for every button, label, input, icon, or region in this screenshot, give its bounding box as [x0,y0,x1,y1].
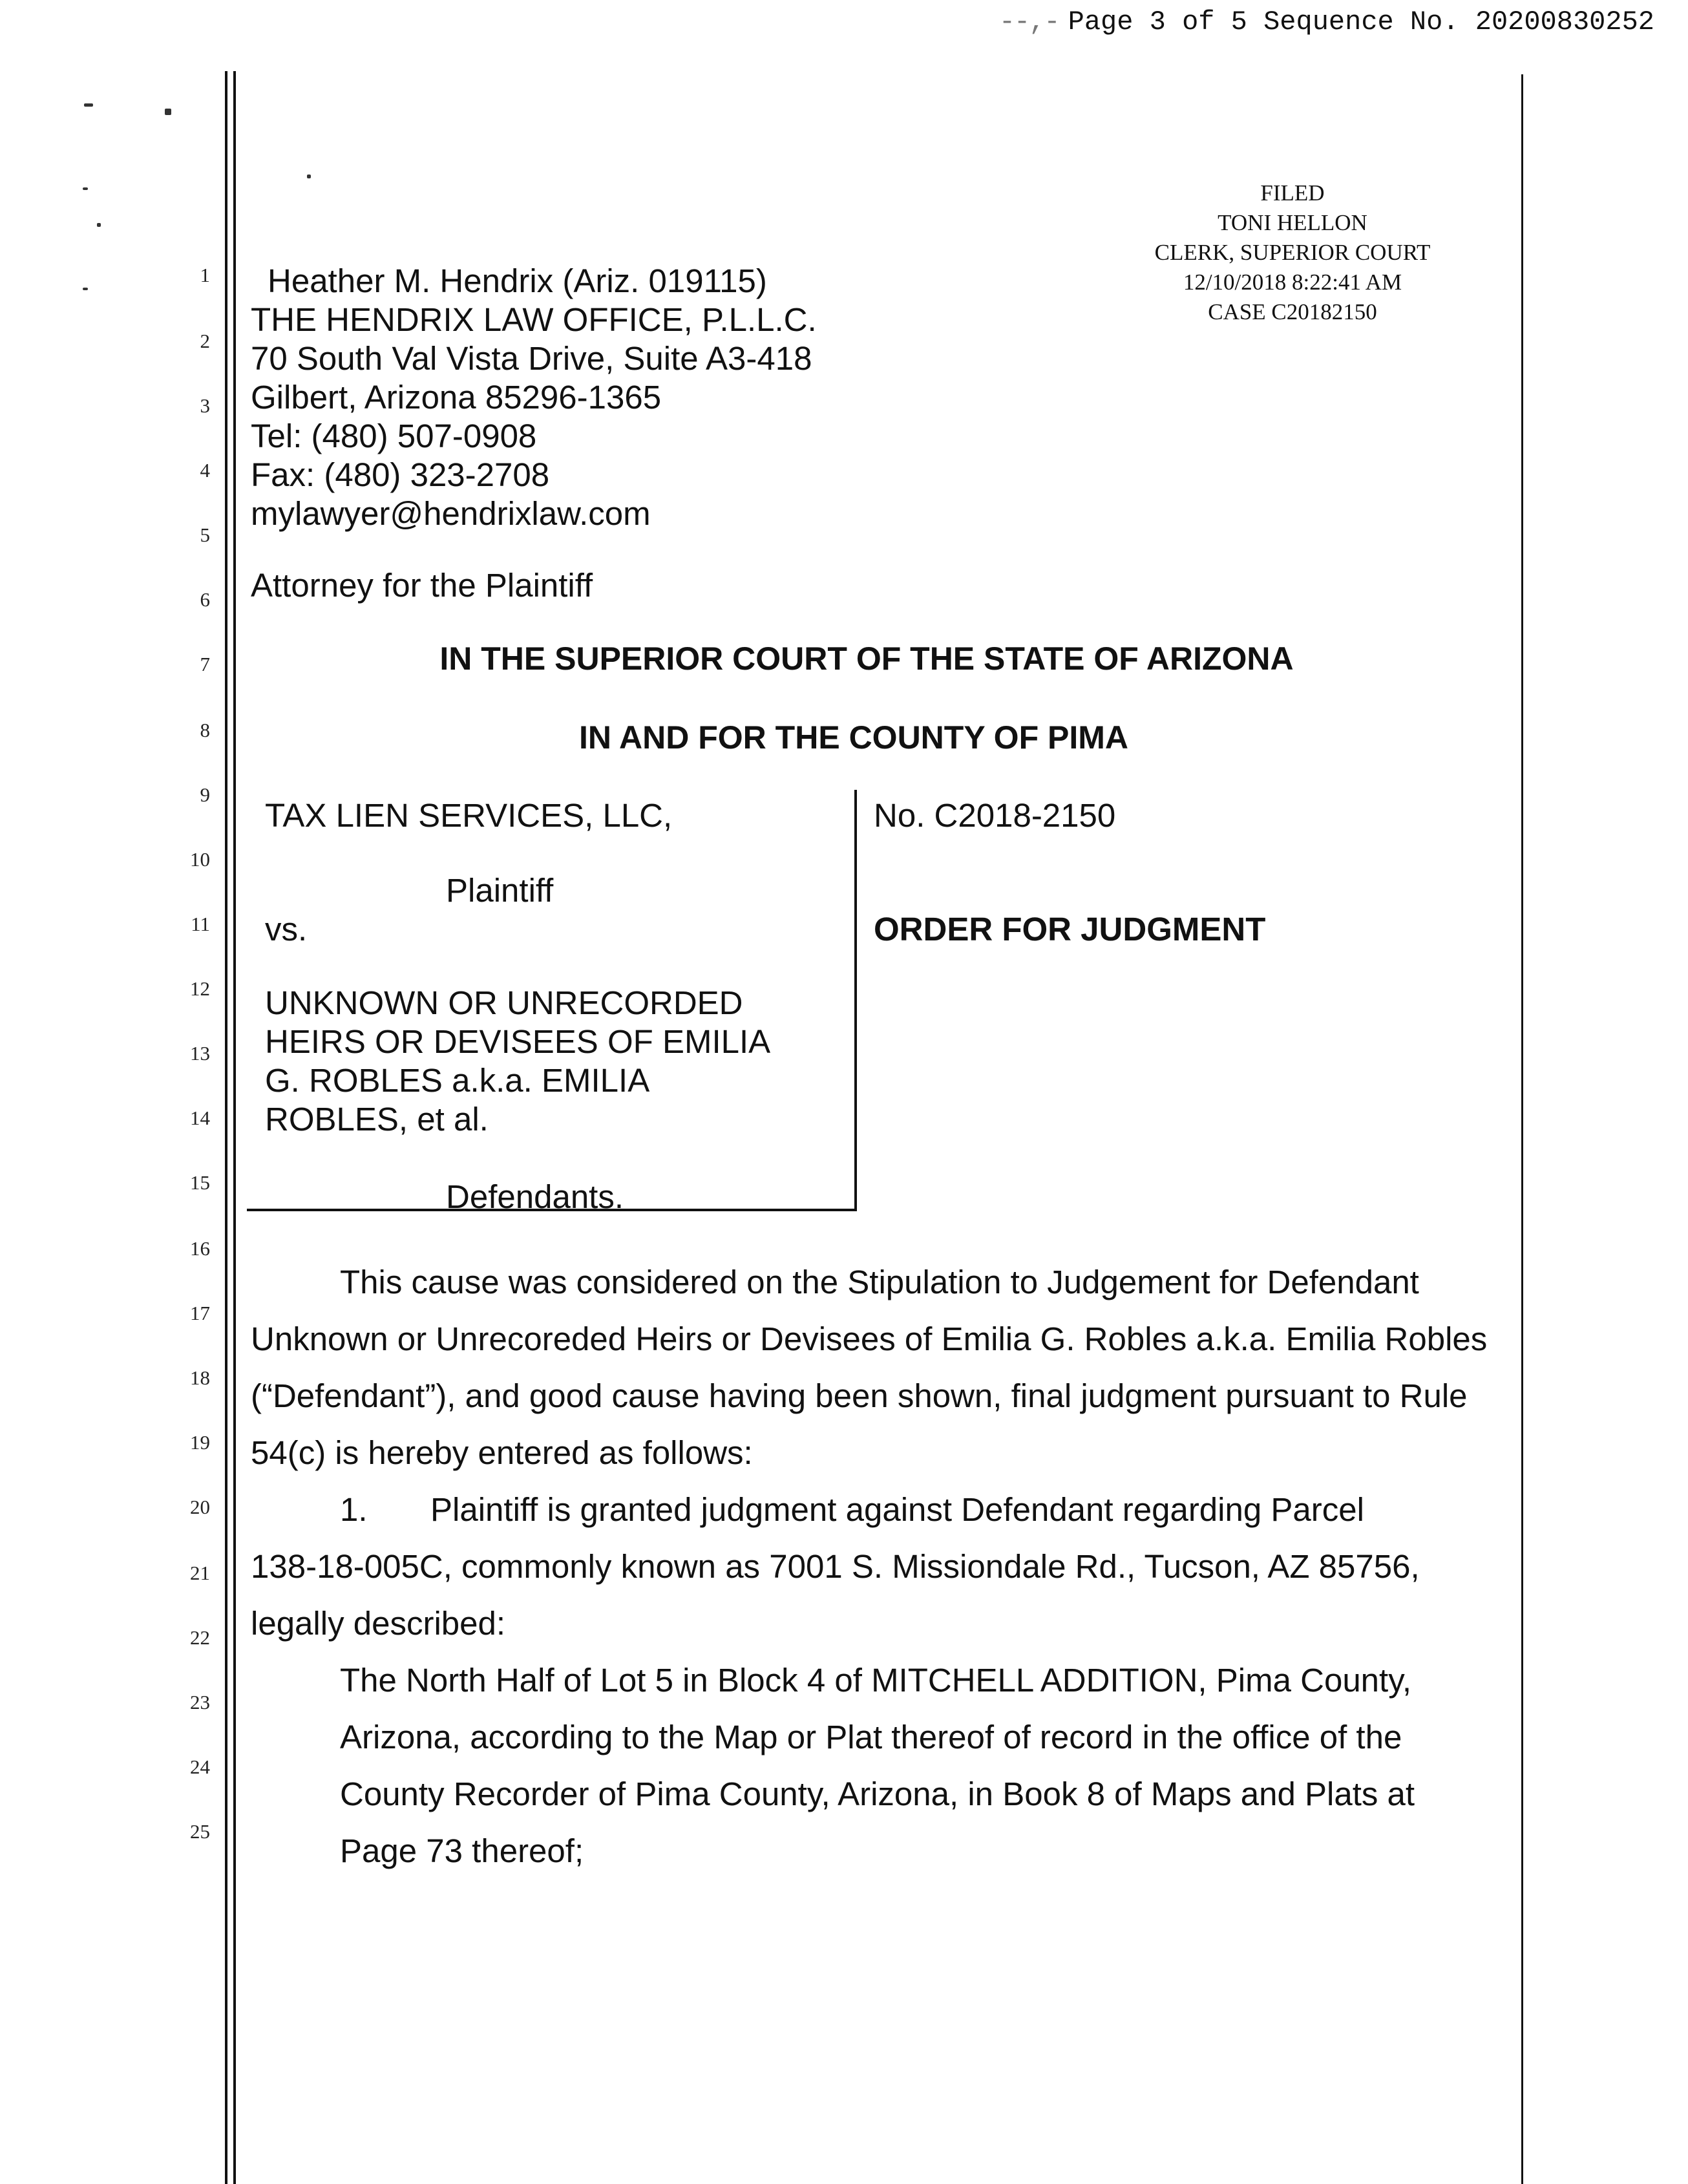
item-number: 1. [340,1491,368,1528]
line-number: 10 [190,848,210,871]
defendant-line: G. ROBLES a.k.a. EMILIA [265,1062,650,1099]
line-number: 13 [190,1042,210,1065]
line-number: 16 [190,1237,210,1260]
body-line: This cause was considered on the Stipulation to Judgement for Defendant [340,1264,1419,1300]
scan-speck [307,175,311,178]
body-line: Unknown or Unrecoreded Heirs or Devisees of Emilia G. Robles a.k.a. Emilia Robles [251,1320,1488,1357]
scan-speck [97,223,101,227]
caption-defendant [265,984,770,1139]
defendant-line: ROBLES, et al. [265,1101,489,1138]
document-title: ORDER FOR JUDGMENT [874,911,1266,948]
left-margin-rule-inner [233,71,236,2184]
line-number: 24 [190,1755,210,1778]
line-number: 20 [190,1496,210,1518]
defendant-line: HEIRS OR DEVISEES OF EMILIA [265,1023,771,1060]
line-number: 22 [190,1626,210,1649]
stamp-line: TONI HELLON [1218,210,1367,235]
caption-defendant-label: Defendants. [446,1178,624,1215]
left-margin-rule-outer [225,71,227,2184]
body-line: 54(c) is hereby entered as follows: [251,1434,753,1471]
county-heading: IN AND FOR THE COUNTY OF PIMA [579,719,1128,756]
attorney-address-2: Gilbert, Arizona 85296-1365 [251,379,662,416]
line-number: 15 [190,1171,210,1194]
case-number: No. C2018-2150 [874,797,1116,834]
attorney-role: Attorney for the Plaintiff [251,567,593,604]
legal-description-line: County Recorder of Pima County, Arizona, in Book 8 of Maps and Plats at [340,1776,1415,1812]
attorney-address-1: 70 South Val Vista Drive, Suite A3-418 [251,340,812,377]
filed-stamp [1099,178,1486,327]
line-number: 19 [190,1431,210,1454]
legal-description-line: The North Half of Lot 5 in Block 4 of MITCHELL ADDITION, Pima County, [340,1662,1412,1699]
attorney-email: mylawyer@hendrixlaw.com [251,495,651,532]
scan-speck [83,288,88,290]
page-sequence-header [999,6,1654,37]
line-number: 12 [190,977,210,1000]
caption-vs: vs. [265,911,308,948]
legal-description-line: Page 73 thereof; [340,1832,584,1869]
body-line: Plaintiff is granted judgment against Defendant regarding Parcel [430,1491,1364,1528]
stamp-line: FILED [1260,180,1325,206]
header-text: Page 3 of 5 Sequence No. 20200830252 [1068,6,1654,37]
line-number: 2 [200,330,210,352]
line-number: 9 [200,783,210,806]
line-number: 5 [200,524,210,546]
legal-description-line: Arizona, according to the Map or Plat thereof of record in the office of the [340,1719,1402,1755]
order-body [251,1254,1487,1880]
line-number: 17 [190,1302,210,1324]
numbered-item [251,1481,1487,1538]
defendant-line: UNKNOWN OR UNRECORDED [265,984,743,1021]
line-number: 25 [190,1820,210,1843]
header-mark: --,- [998,6,1059,37]
body-line: (“Defendant”), and good cause having been shown, final judgment pursuant to Rule [251,1377,1468,1414]
line-number: 8 [200,719,210,741]
line-number: 4 [200,459,210,482]
line-number: 14 [190,1107,210,1129]
line-number: 3 [200,394,210,417]
attorney-block [251,262,817,533]
stamp-line: CASE C20182150 [1208,299,1377,324]
stamp-line: 12/10/2018 8:22:41 AM [1183,270,1402,295]
body-line: 138-18-005C, commonly known as 7001 S. Missiondale Rd., Tucson, AZ 85756, [251,1548,1420,1585]
attorney-name: Heather M. Hendrix (Ariz. 019115) [268,262,767,299]
court-heading: IN THE SUPERIOR COURT OF THE STATE OF ARIZONA [439,641,1294,677]
scan-speck [83,187,88,190]
line-number: 1 [200,264,210,286]
caption-divider [854,790,857,1211]
line-number: 21 [190,1562,210,1584]
caption-plaintiff: TAX LIEN SERVICES, LLC, [265,797,673,834]
right-margin-rule [1521,74,1523,2184]
scan-speck [84,103,93,107]
attorney-firm: THE HENDRIX LAW OFFICE, P.L.L.C. [251,301,817,338]
attorney-fax: Fax: (480) 323-2708 [251,456,550,493]
stamp-line: CLERK, SUPERIOR COURT [1154,240,1431,265]
line-number: 23 [190,1691,210,1713]
attorney-tel: Tel: (480) 507-0908 [251,418,537,454]
line-number: 7 [200,653,210,675]
scan-speck [165,109,171,115]
line-number: 6 [200,588,210,611]
caption-plaintiff-label: Plaintiff [446,872,554,909]
body-line: legally described: [251,1605,506,1642]
line-number: 11 [191,913,210,935]
line-number: 18 [190,1366,210,1389]
